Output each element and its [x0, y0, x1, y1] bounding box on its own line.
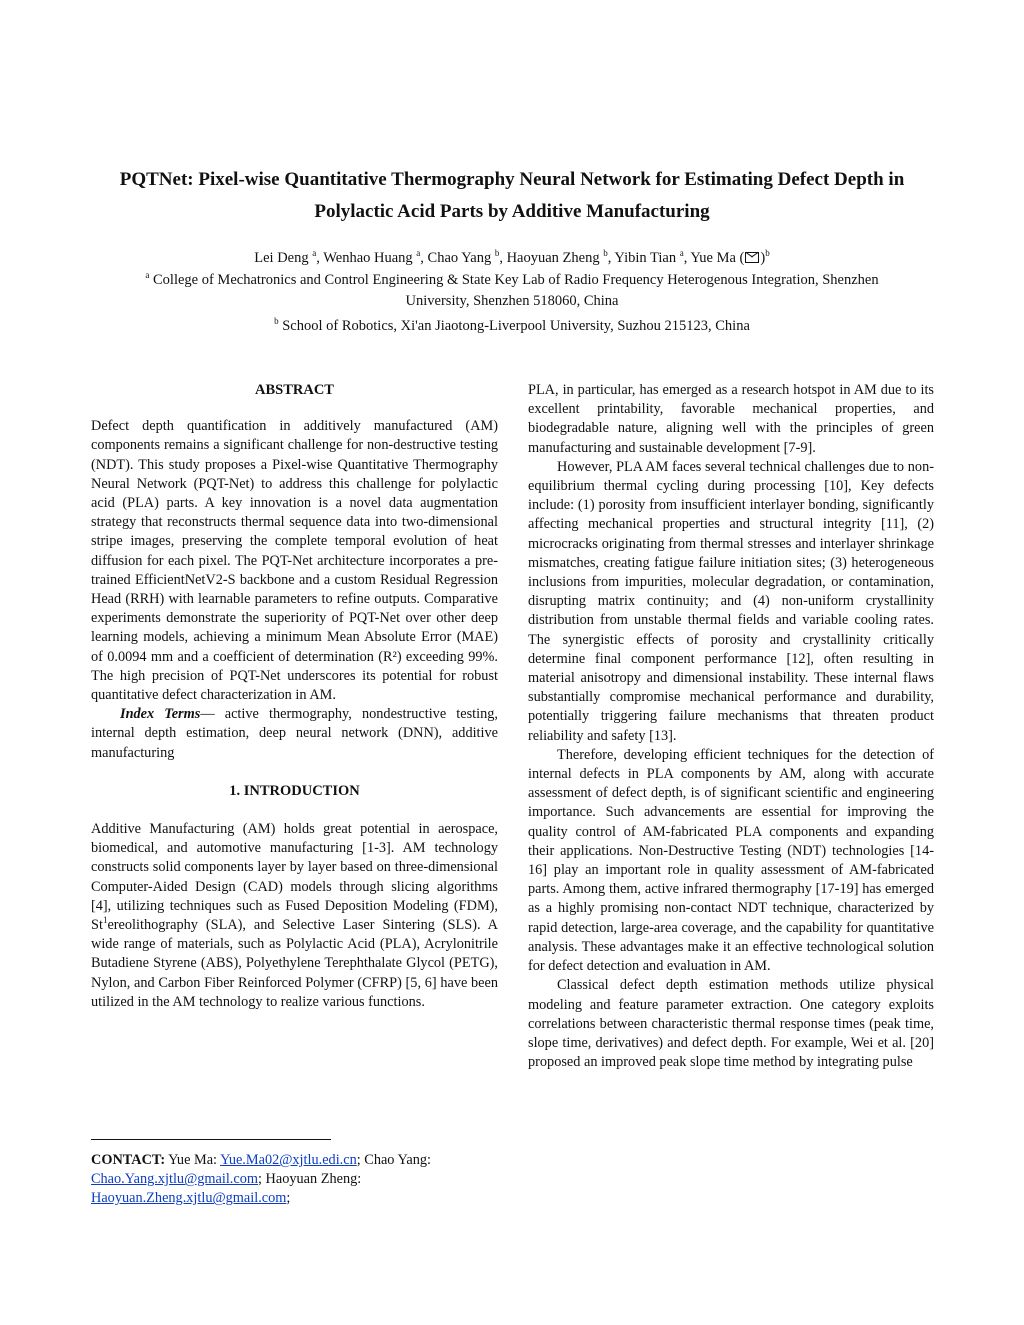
paper-title-line1: PQTNet: Pixel-wise Quantitative Thermography Neural Network for Estimating Defect Depth in: [119, 169, 905, 190]
index-terms-text: — active thermography, nondestructive testing, internal depth estimation, deep neural network (DNN), additive manufacturing: [91, 706, 498, 761]
intro-text-rest: ereolithography (SLA), and Selective Laser Sintering (SLS). A wide range of materials, such as Polylactic Acid (PLA), Acrylonitrile Butadiene Styrene (ABS), Polyethylene Terephthalate Glycol (PETG), Nylon, and Carbon Fiber Reinforced Polymer (CFRP) [5, 6] have been utilized in the AM technology to realize various functions.: [91, 917, 498, 1010]
introduction-heading: 1. INTRODUCTION: [229, 782, 360, 799]
affiliation-mark: a: [145, 270, 150, 281]
author-affiliation-mark: a: [679, 248, 684, 259]
email-link-yue-ma[interactable]: Yue.Ma02@xjtlu.edi.cn: [220, 1152, 357, 1168]
right-column: [528, 381, 934, 1072]
abstract-body: Defect depth quantification in additively manufactured (AM) components remains a significant challenge for non-destructive testing (NDT). This study proposes a Pixel-wise Quantitative Thermography Neural Network (PQT-Net) to address this challenge for polylactic acid (PLA) parts. A key innovation is a novel data augmentation strategy that reconstructs thermal sequence data into two-dimensional stripe images, preserving the complete temporal evolution of heat diffusion for each pixel. The PQT-Net architecture incorporates a pre-trained EfficientNetV2-S backbone and a custom Residual Regression Head (RRH) with learnable parameters to refine outputs. Comparative experiments demonstrate the superiority of PQT-Net over other deep learning models, achieving a minimum Mean Absolute Error (MAE) of 0.0094 mm and a coefficient of determination (R²) exceeding 99%. The high precision of PQT-Net underscores its potential for robust quantitative defect characterization in AM.: [91, 418, 498, 704]
author-affiliation-mark: b: [765, 248, 770, 259]
author-list: [40, 248, 984, 269]
right-paragraph-4: Classical defect depth estimation methods utilize physical modeling and feature parameter extraction. One category exploits correlations between characteristic thermal response times (peak time, slope time, derivatives) and defect depth. For example, Wei et al. [20] proposed an improved peak slope time method by integrating pulse: [528, 977, 934, 1071]
author-affiliation-mark: a: [312, 248, 317, 259]
author-name: Lei Deng: [254, 250, 313, 266]
intro-text: Additive Manufacturing (AM) holds great potential in aerospace, biomedical, and automotive manufacturing [1-3]. AM technology constructs solid components layer by layer based on three-dimensional Computer-Aided Design (CAD) models through slicing algorithms [4], utilizing techniques such as Fused Deposition Modeling (FDM), St: [91, 821, 498, 934]
author-name: , Yibin Tian: [607, 250, 680, 266]
affiliation-a: [40, 270, 984, 291]
author-name-close: ): [760, 250, 766, 266]
right-paragraph-2: However, PLA AM faces several technical challenges due to non-equilibrium thermal cycling during processing [10], Key defects include: (1) porosity from insufficient interlayer bonding, significantly affecting mechanical properties and structural integrity [11], (2) microcracks originating from thermal stresses and interlayer shrinkage mismatches, creating fatigue failure initiation sites; (3) heterogeneous inclusions from impurities, molecular degradation, or contamination, disrupting matrix continuity; and (4) non-uniform crystallinity distribution from unstable thermal fields and variable cooling rates. The synergistic effects of porosity and crystallinity critically determine final component performance [12], often resulting in material anisotropy and dimensional instability. These internal flaws substantially compromise mechanical performance and durability, potentially triggering failure mechanisms that threaten product reliability and safety [13].: [528, 458, 934, 744]
left-column: [91, 381, 498, 1012]
paper-title-line2: Polylactic Acid Parts by Additive Manufacturing: [314, 201, 710, 222]
author-affiliation-mark: a: [416, 248, 421, 259]
contact-label: CONTACT:: [91, 1152, 166, 1168]
index-terms: [91, 705, 498, 763]
author-name: , Yue Ma (: [683, 250, 745, 266]
affiliation-text: School of Robotics, Xi'an Jiaotong-Liverpool University, Suzhou 215123, China: [278, 318, 750, 334]
affiliation-a-cont: University, Shenzhen 518060, China: [405, 293, 619, 309]
envelope-icon: [745, 252, 759, 263]
author-name: , Haoyuan Zheng: [499, 250, 604, 266]
right-paragraph-3: Therefore, developing efficient techniques for the detection of internal defects in PLA components by AM, along with accurate assessment of defect depth, is of significant scientific and engineering importance. Such advancements are essential for improving the quality control of AM-fabricated PLA components and expanding their applications. Non-Destructive Testing (NDT) technologies [14-16] play an important role in quality assessment of AM-fabricated parts. Among them, active infrared thermography [17-19] has emerged as a highly promising non-contact NDT technique, characterized by rapid detection, large-area coverage, and the capability for quantitative analysis. These advantages make it an effective technological solution for defect detection and evaluation in AM.: [528, 746, 934, 975]
right-paragraph-1: PLA, in particular, has emerged as a research hotspot in AM due to its excellent printability, favorable mechanical properties, and biodegradable nature, aligning well with the principles of green manufacturing and sustainable development [7-9].: [528, 382, 934, 456]
footnote-mark: 1: [102, 915, 108, 926]
author-name: , Wenhao Huang: [316, 250, 417, 266]
email-link-chao-yang[interactable]: Chao.Yang.xjtlu@gmail.com: [91, 1171, 258, 1188]
author-name: , Chao Yang: [420, 250, 495, 266]
author-affiliation-mark: b: [603, 248, 608, 259]
abstract-heading: ABSTRACT: [255, 382, 334, 398]
introduction-paragraph: [91, 820, 498, 1012]
affiliation-text: College of Mechatronics and Control Engineering & State Key Lab of Radio Frequency Heterogenous Integration, Shenzhen: [149, 272, 879, 288]
index-terms-label: Index Terms: [120, 706, 201, 723]
footnote-rule: [91, 1139, 331, 1140]
email-link-haoyuan-zheng[interactable]: Haoyuan.Zheng.xjtlu@gmail.com: [91, 1190, 287, 1207]
author-affiliation-mark: b: [494, 248, 500, 259]
affiliation-b: [40, 316, 984, 337]
affiliation-mark: b: [274, 316, 279, 327]
contact-footnote: CONTACT: Yue Ma: Yue.Ma02@xjtlu.edi.cn; Chao Yang: Chao.Yang.xjtlu@gmail.com; Haoyuan Zheng: Haoyuan.Zheng.xjtlu@gmail.com;: [91, 1152, 432, 1207]
